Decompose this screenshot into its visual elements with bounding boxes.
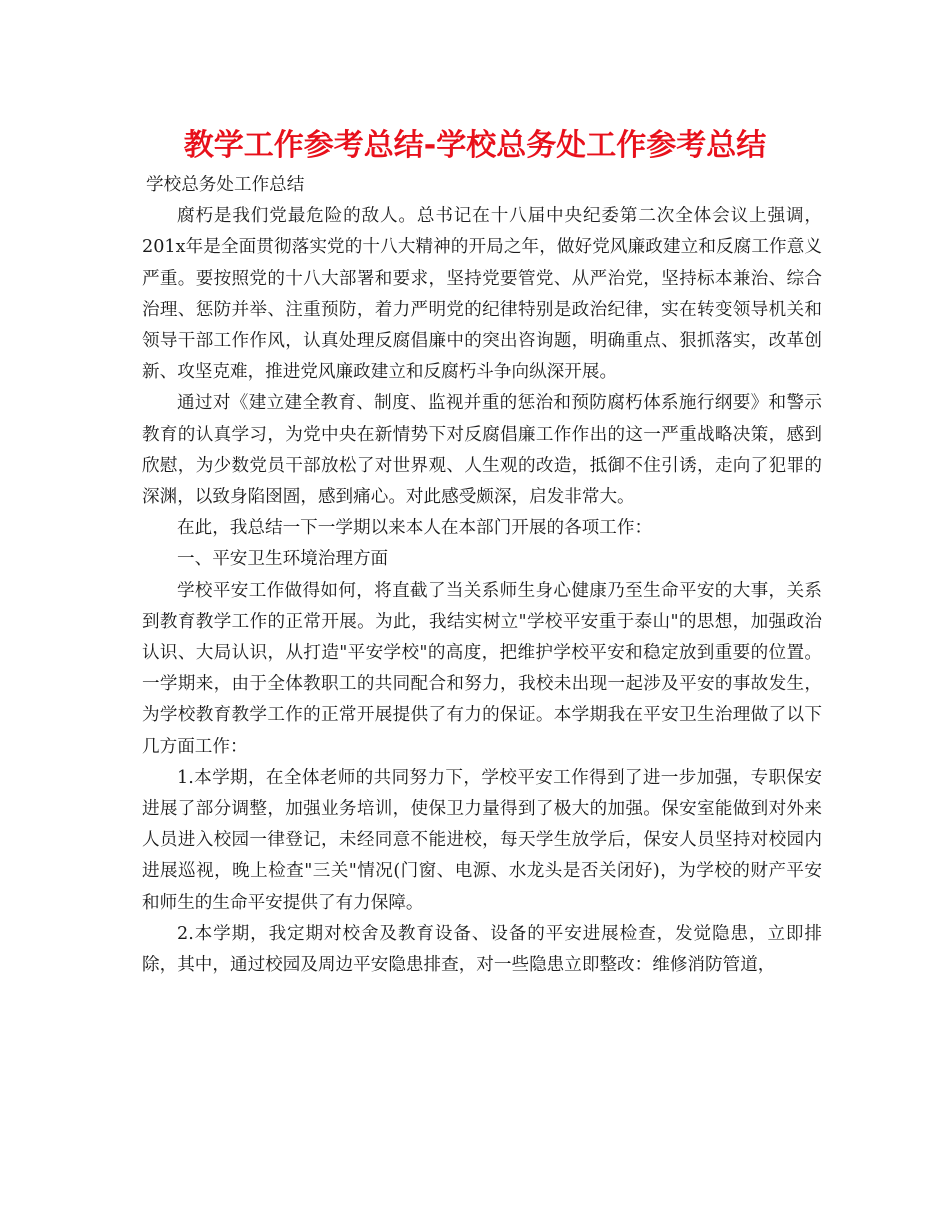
- paragraph: 腐朽是我们党最危险的敌人。总书记在十八届中央纪委第二次全体会议上强调，201x年是全面贯彻落实党的十八大精神的开局之年，做好党风廉政建立和反腐工作意义严重。要按照党的十八大部署和要求，坚持党要管党、从严治党，坚持标本兼治、综合治理、惩防并举、注重预防，着力严明党的纪律特别是政治纪律，实在转变领导机关和领导干部工作作风，认真处理反腐倡廉中的突出咨询题，明确重点、狠抓落实，改革创新、攻坚克难，推进党风廉政建立和反腐朽斗争向纵深开展。: [142, 206, 822, 383]
- paragraph: 通过对《建立建全教育、制度、监视并重的惩治和预防腐朽体系施行纲要》和警示教育的认真学习，为党中央在新情势下对反腐倡廉工作作出的这一严重战略决策，感到欣慰，为少数党员干部放松了对世界观、人生观的改造，抵御不住引诱，走向了犯罪的深渊，以致身陷囹圄，感到痛心。对此感受颇深，启发非常大。: [142, 393, 822, 508]
- document-title: 教学工作参考总结-学校总务处工作参考总结: [183, 128, 767, 163]
- section-heading: 一、平安卫生环境治理方面: [177, 549, 389, 570]
- paragraph: 1.本学期，在全体老师的共同努力下，学校平安工作得到了进一步加强，专职保安进展了部分调整，加强业务培训，使保卫力量得到了极大的加强。保安室能做到对外来人员进入校园一律登记，未经同意不能进校，每天学生放学后，保安人员坚持对校园内进展巡视，晚上检查"三关"情况(门窗、电源、水龙头是否关闭好)，为学校的财产平安和师生的生命平安提供了有力保障。: [142, 767, 822, 913]
- paragraph: 2.本学期，我定期对校舍及教育设备、设备的平安进展检查，发觉隐患，立即排除，其中，通过校园及周边平安隐患排查，对一些隐患立即整改：维修消防管道，: [142, 923, 822, 976]
- document-subtitle: 学校总务处工作总结: [146, 175, 305, 195]
- paragraph: 学校平安工作做得如何，将直截了当关系师生身心健康乃至生命平安的大事，关系到教育教学工作的正常开展。为此，我结实树立"学校平安重于泰山"的思想，加强政治认识、大局认识，从打造"平安学校"的高度，把维护学校平安和稳定放到重要的位置。一学期来，由于全体教职工的共同配合和努力，我校未出现一起涉及平安的事故发生，为学校教育教学工作的正常开展提供了有力的保证。本学期我在平安卫生治理做了以下几方面工作：: [142, 580, 822, 757]
- paragraph: 在此，我总结一下一学期以来本人在本部门开展的各项工作：: [177, 518, 653, 539]
- document-body: [142, 170, 822, 981]
